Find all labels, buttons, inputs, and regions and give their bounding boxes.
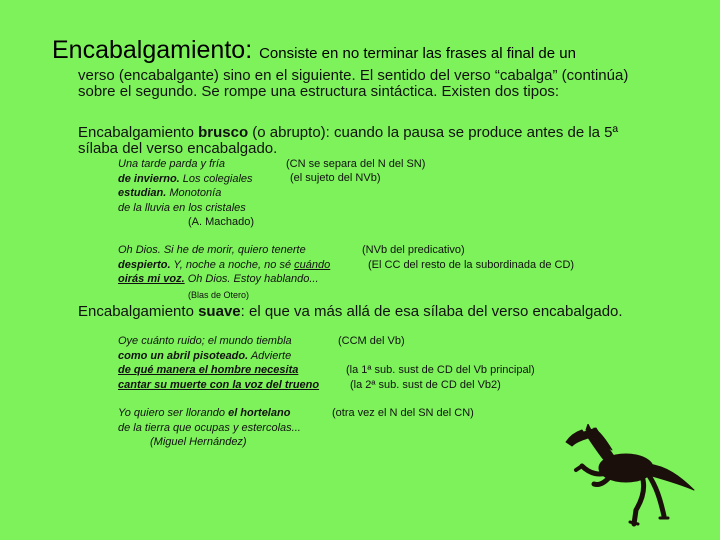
ex3-verse xyxy=(118,334,319,392)
ex4-line-1-bold: el hortelano xyxy=(228,407,291,419)
ex4-line-2: de la tierra que ocupas y estercolas... xyxy=(118,421,301,434)
ex2-line-2-bold: despierto. xyxy=(118,258,171,271)
galloping-horse-image xyxy=(556,424,696,530)
ex4-line-1 xyxy=(118,406,301,421)
slide-title xyxy=(52,36,576,65)
ex2-note-1: (NVb del predicativo) xyxy=(362,244,465,256)
brusco-post: (o abrupto): cuando la pausa se produce antes de la 5ª xyxy=(248,124,619,141)
ex1-line-3-rest: Monotonía xyxy=(166,187,222,199)
ex4-author: (Miguel Hernández) xyxy=(150,436,247,448)
ex3-line-2-rest: Advierte xyxy=(248,349,292,362)
title-term: Encabalgamiento: xyxy=(52,36,253,64)
ex1-line-2-bold: de invierno. xyxy=(118,172,180,185)
ex3-line-2-bold: como un abril pisoteado. xyxy=(118,349,249,362)
suave-post: : el que va más allá de esa sílaba del verso encabalgado. xyxy=(240,303,623,320)
ex1-line-4: de la lluvia en los cristales xyxy=(118,201,246,214)
ex3-line-1: Oye cuánto ruido; el mundo tiembla xyxy=(118,335,292,347)
ex1-note-2: (el sujeto del NVb) xyxy=(290,172,381,184)
ex2-line-3-bold: oirás mi voz. xyxy=(118,273,185,285)
ex1-line-2-rest: Los colegiales xyxy=(179,172,253,185)
ex3-line-2 xyxy=(118,349,319,364)
brusco-line-2: sílaba del verso encabalgado. xyxy=(78,140,278,157)
definition-line-3: sobre el segundo. Se rompe una estructura sintáctica. Existen dos tipos: xyxy=(78,83,560,100)
ex2-note-2: (El CC del resto de la subordinada de CD) xyxy=(368,259,575,271)
ex3-line-4 xyxy=(118,378,319,393)
title-lead: Consiste en no terminar las frases al final de un xyxy=(259,45,576,62)
ex1-verse xyxy=(118,157,254,230)
ex2-line-3-rest: Oh Dios. Estoy hablando... xyxy=(184,273,319,285)
brusco-heading xyxy=(78,124,618,141)
suave-bold: suave xyxy=(198,303,241,320)
definition-line-2: verso (encabalgante) sino en el siguiente. El sentido del verso “cabalga” (continúa) xyxy=(78,67,629,84)
ex2-line-3 xyxy=(118,272,330,287)
ex3-line-3-bold: de qué manera el hombre necesita xyxy=(118,364,299,376)
ex1-line-2 xyxy=(118,172,254,187)
ex2-line-1: Oh Dios. Si he de morir, quiero tenerte xyxy=(118,244,306,256)
ex1-line-3 xyxy=(118,186,254,201)
suave-pre: Encabalgamiento xyxy=(78,303,199,320)
ex4-verse xyxy=(118,406,301,450)
ex3-note-3: (la 2ª sub. sust de CD del Vb2) xyxy=(350,379,501,391)
ex4-note-1: (otra vez el N del SN del CN) xyxy=(332,407,474,419)
ex2-line-2 xyxy=(118,258,330,273)
ex1-line-1: Una tarde parda y fría xyxy=(118,158,226,170)
ex4-line-1-rest: Yo quiero ser llorando xyxy=(118,407,229,419)
ex2-verse xyxy=(118,243,330,287)
ex1-note-1: (CN se separa del N del SN) xyxy=(286,158,426,170)
ex3-line-3 xyxy=(118,363,319,378)
ex2-line-2-rest: Y, noche a noche, no sé xyxy=(170,258,295,271)
ex3-note-2: (la 1ª sub. sust de CD del Vb principal) xyxy=(346,364,535,376)
ex1-line-3-bold: estudian. xyxy=(118,187,167,199)
brusco-pre: Encabalgamiento xyxy=(78,124,199,141)
ex2-line-2-underlined: cuándo xyxy=(294,258,331,271)
ex2-author: (Blas de Otero) xyxy=(188,290,250,300)
ex3-note-1: (CCM del Vb) xyxy=(338,335,405,347)
ex3-line-4-bold: cantar su muerte con la voz del trueno xyxy=(118,378,320,391)
suave-heading xyxy=(78,303,623,320)
ex1-author: (A. Machado) xyxy=(188,216,255,228)
brusco-bold: brusco xyxy=(198,124,249,141)
